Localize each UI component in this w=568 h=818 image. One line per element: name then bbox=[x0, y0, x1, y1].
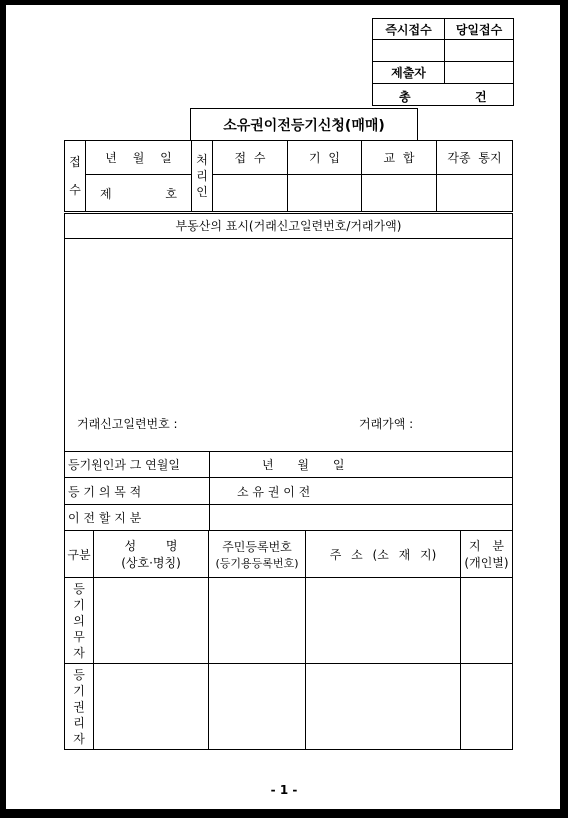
obligor-label-cell bbox=[65, 578, 94, 664]
submitter-cell[interactable] bbox=[445, 62, 514, 84]
intake-label-cell bbox=[65, 141, 86, 212]
col-name: 성 명 bbox=[124, 539, 178, 553]
col-address: 주 소 (소 재 지) bbox=[306, 531, 461, 578]
col-entry: 기 입 bbox=[288, 141, 362, 175]
processing-label-ri: 리 bbox=[196, 169, 208, 183]
processing-label-cell bbox=[192, 141, 213, 212]
col-notice: 각종 통지 bbox=[437, 141, 513, 175]
registration-fields bbox=[64, 451, 513, 531]
share-value[interactable] bbox=[210, 505, 513, 531]
transaction-serial-label: 거래신고일련번호 : bbox=[77, 417, 178, 431]
transaction-price-label: 거래가액 : bbox=[359, 417, 414, 431]
processing-label-in: 인 bbox=[196, 185, 208, 199]
col-name-cell bbox=[94, 531, 209, 578]
obligor-share[interactable] bbox=[461, 578, 513, 664]
col-share: 지 분 bbox=[469, 539, 504, 553]
immediate-receipt-label: 즉시접수 bbox=[373, 19, 445, 40]
col-receive: 접 수 bbox=[213, 141, 288, 175]
col-id: 주민등록번호 bbox=[222, 539, 292, 554]
obligor-name[interactable] bbox=[94, 578, 209, 664]
purpose-label: 등 기 의 목 적 bbox=[65, 478, 210, 505]
holder-label-cell bbox=[65, 664, 94, 750]
share-label: 이 전 할 지 분 bbox=[65, 505, 210, 531]
total-label: 총 bbox=[399, 90, 411, 104]
processing-label-cheo: 처 bbox=[196, 153, 208, 167]
obligor-id[interactable] bbox=[209, 578, 306, 664]
cause-date-value[interactable]: 년 월 일 bbox=[210, 452, 513, 478]
count-unit-label: 건 bbox=[475, 90, 487, 104]
holder-share[interactable] bbox=[461, 664, 513, 750]
col-id-cell bbox=[209, 531, 306, 578]
parties-table bbox=[64, 530, 513, 750]
same-day-receipt-label: 당일접수 bbox=[445, 19, 514, 40]
intake-label-jeop: 접 bbox=[69, 155, 81, 169]
holder-id[interactable] bbox=[209, 664, 306, 750]
total-cell[interactable] bbox=[373, 84, 514, 106]
intake-date[interactable]: 년 월 일 bbox=[86, 141, 192, 175]
immediate-receipt-cell[interactable] bbox=[373, 40, 445, 62]
holder-name[interactable] bbox=[94, 664, 209, 750]
intake-table bbox=[64, 140, 513, 212]
obligor-address[interactable] bbox=[306, 578, 461, 664]
holder-label: 등기권리자 bbox=[73, 667, 85, 746]
property-header: 부동산의 표시(거래신고일련번호/거래가액) bbox=[65, 214, 512, 239]
holder-address[interactable] bbox=[306, 664, 461, 750]
form-title-box bbox=[190, 108, 418, 140]
col-type: 구분 bbox=[65, 531, 94, 578]
purpose-value[interactable]: 소 유 권 이 전 bbox=[210, 478, 513, 505]
submitter-label: 제출자 bbox=[373, 62, 445, 84]
property-box bbox=[64, 213, 513, 453]
receipt-box bbox=[372, 18, 514, 106]
cause-date-label: 등기원인과 그 연월일 bbox=[65, 452, 210, 478]
col-collation: 교 합 bbox=[362, 141, 437, 175]
notice-cell[interactable] bbox=[437, 175, 513, 212]
receive-cell[interactable] bbox=[213, 175, 288, 212]
collation-cell[interactable] bbox=[362, 175, 437, 212]
entry-cell[interactable] bbox=[288, 175, 362, 212]
same-day-receipt-cell[interactable] bbox=[445, 40, 514, 62]
page-number: - 1 - bbox=[270, 783, 298, 797]
obligor-label: 등기의무자 bbox=[73, 581, 85, 660]
col-id-sub: (등기용등록번호) bbox=[215, 556, 299, 570]
col-name-sub: (상호·명칭) bbox=[121, 556, 181, 570]
form-title: 소유권이전등기신청(매매) bbox=[223, 117, 385, 134]
intake-label-su: 수 bbox=[69, 183, 81, 197]
intake-number[interactable]: 제 호 bbox=[86, 175, 192, 212]
col-share-sub: (개인별) bbox=[464, 556, 509, 570]
col-share-cell bbox=[461, 531, 513, 578]
